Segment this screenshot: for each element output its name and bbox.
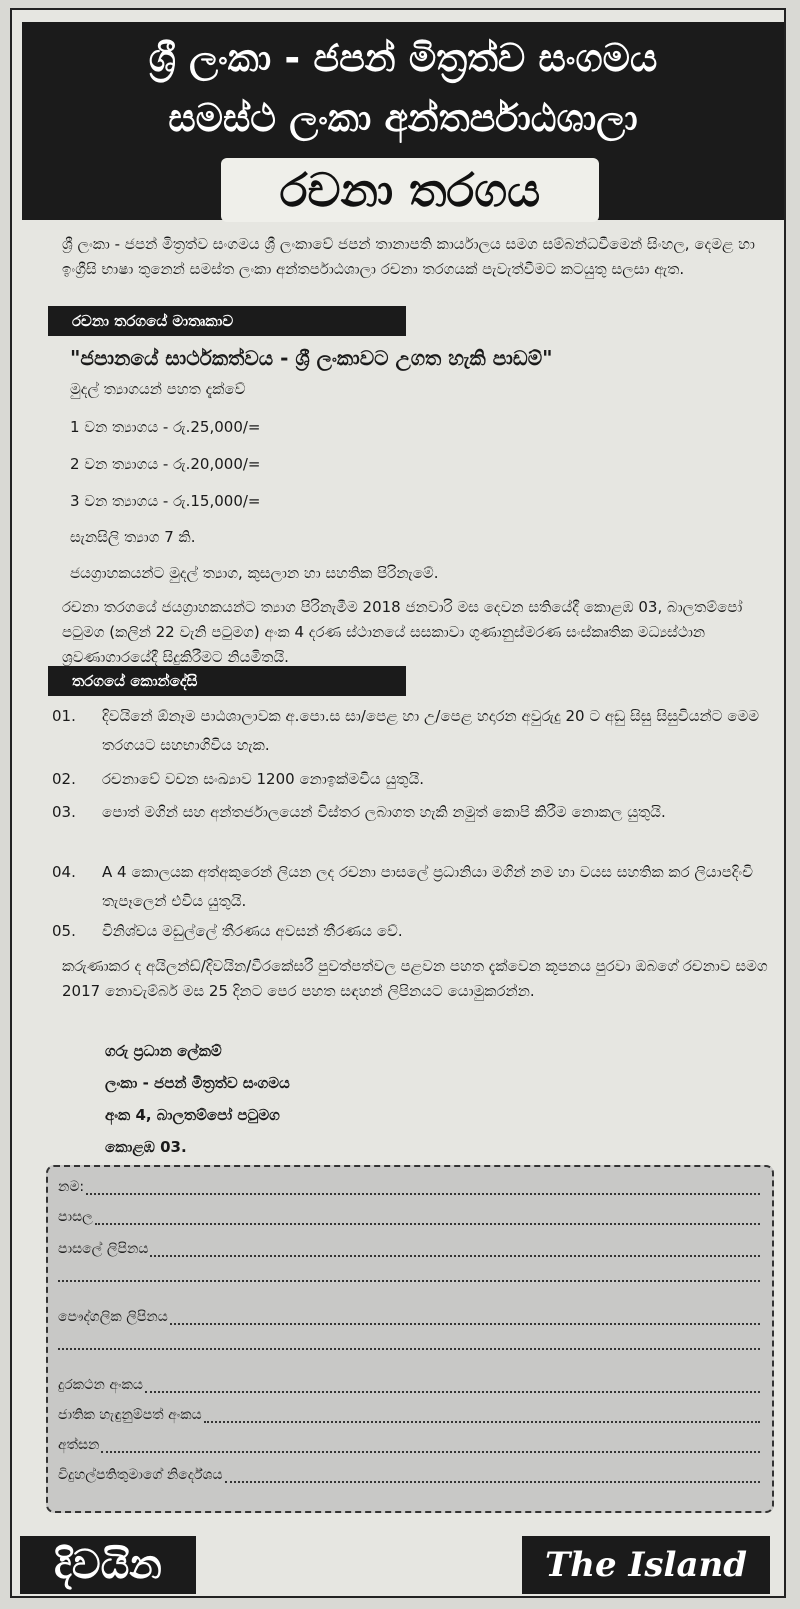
advertisement-frame xyxy=(10,8,786,1598)
condition-number: 05. xyxy=(52,922,76,940)
intro-paragraph: ශ්‍රී ලංකා - ජපන් මිත්‍රත්ව සංගමය ශ්‍රී ලංකාවේ ජපන් තානාපති කාර්යාලය සමග සම්බන්ධවීමෙන් සිංහල, දෙමළ හා ඉංග්‍රීසි භාෂා තුනෙන් සමස්ත ලංකා අන්තර්පාඨශාලා රචනා තරගයක් පැවැත්වීමට කටයුතු සලසා ඇත. xyxy=(62,235,755,278)
consolation-prizes: සැනසිලි ත්‍යාග 7 කි. xyxy=(70,528,196,546)
nic-label: ජාතික හැඳුනුම්පත් අංකය xyxy=(58,1407,202,1423)
theme-title: "ජපානයේ සාර්ථකත්වය - ශ්‍රී ලංකාවට උගත හැකි පාඩම්" xyxy=(70,346,553,370)
personal-address-field[interactable] xyxy=(58,1309,760,1325)
principal-recommendation-field[interactable] xyxy=(58,1467,760,1483)
nic-field[interactable] xyxy=(58,1407,760,1423)
phone-label: දුරකථන අංකය xyxy=(58,1377,143,1393)
condition-number: 04. xyxy=(52,863,76,881)
school-address-extra-line[interactable] xyxy=(58,1279,760,1282)
condition-number: 03. xyxy=(52,803,76,821)
header-line-1: ශ්‍රී ලංකා - ජපන් මිත්‍රත්ව සංගමය xyxy=(148,36,658,80)
divaina-logo: දිවයින xyxy=(20,1536,196,1594)
condition-text: දිවයිනේ ඕනෑම පාඨශාලාවක අ.පො.ස සා/පෙළ හා උ/පෙළ හදාරන අවුරුදු 20 ට අඩු සිසු සිසුවියන්ට මෙම තරගයට සහභාගිවිය හැක. xyxy=(102,707,760,754)
school-address-label: පාසලේ ලිපිනය xyxy=(58,1241,149,1257)
header-banner xyxy=(22,22,784,220)
header-line-2: සමස්ථ ලංකා අන්තර්පාඨශාලා xyxy=(168,96,638,140)
ceremony-paragraph: රචනා තරගයේ ජයග්‍රාහකයන්ට ත්‍යාග පිරිනැමීම 2018 ජනවාරි මස දෙවන සතියේදී කොළඹ 03, බාලතම්පෝ පටුමග (කලින් 22 වැනි පටුමග) අංක 4 දරණ ස්ථානයේ සසකාවා ගුණානුස්මරණ සංස්කෘතික මධ්‍යස්ථාන ශ්‍රවණාගාරයේදී සිදුකිරීමට නියමිතයි. xyxy=(62,598,743,666)
condition-item xyxy=(52,765,782,794)
school-field[interactable] xyxy=(58,1209,760,1225)
condition-item xyxy=(52,798,782,827)
prize-third: 3 වන ත්‍යාගය - රු.15,000/= xyxy=(70,492,261,510)
winners-note: ජයග්‍රාහකයන්ට මුදල් ත්‍යාග, කුසලාන හා සහතික පිරිනැමේ. xyxy=(70,564,439,582)
name-field[interactable] xyxy=(58,1179,760,1195)
signature-label: අත්සන xyxy=(58,1437,100,1453)
personal-address-extra-line[interactable] xyxy=(58,1347,760,1350)
condition-text: A 4 කොලයක අත්අකුරෙන් ලියන ලද රචනා පාසලේ ප්‍රධානියා මගින් නම හා වයස සහතික කර ලියාපදිංචි තැපෑලෙන් එවිය යුතුයි. xyxy=(102,863,753,910)
school-address-field[interactable] xyxy=(58,1241,760,1257)
prize-first: 1 වන ත්‍යාගය - රු.25,000/= xyxy=(70,418,261,436)
theme-heading: රචනා තරගයේ මාතෘකාව xyxy=(48,306,406,336)
address-line: ලංකා - ජපන් මිත්‍රත්ව සංගමය xyxy=(105,1074,290,1092)
address-line: අංක 4, බාලතම්පෝ පටුමග xyxy=(105,1106,280,1124)
personal-address-label: පෞද්ගලික ලිපිනය xyxy=(58,1309,168,1325)
condition-text: රචනාවේ වචන සංඛ්‍යාව 1200 නොඉක්මවිය යුතුයි. xyxy=(102,770,424,788)
condition-item xyxy=(52,702,782,760)
the-island-logo: The Island xyxy=(522,1536,770,1594)
condition-number: 01. xyxy=(52,707,76,725)
name-label: නම: xyxy=(58,1179,85,1195)
submission-paragraph: කරුණාකර ද අයිලන්ඩ්/දිවයින/වීරකේසරී පුවත්පත්වල පළවන පහත දැක්වෙන කූපනය පුරවා ඔබගේ රචනාව සමග 2017 නොවැම්බර් මස 25 දිනට පෙර පහත සඳහන් ලිපිනයට යොමුකරන්න. xyxy=(62,957,768,1000)
address-line: කොළඹ 03. xyxy=(105,1138,187,1156)
condition-text: විනිශ්චය මඩුල්ලේ තීරණය අවසන් තීරණය වේ. xyxy=(102,922,403,940)
competition-title: රචනා තරගය xyxy=(221,158,599,222)
address-line: ගරු ප්‍රධාන ලේකම් xyxy=(105,1042,222,1060)
signature-field[interactable] xyxy=(58,1437,760,1453)
condition-item xyxy=(52,917,782,946)
conditions-heading: තරගයේ කොන්දේසි xyxy=(48,666,406,696)
condition-text: පොත් මගින් සහ අන්තර්ජාලයෙන් විස්තර ලබාගත හැකි නමුත් කොපි කිරීම නොකල යුතුයි. xyxy=(102,803,666,821)
condition-item xyxy=(52,858,782,916)
prize-intro: මුදල් ත්‍යාගයන් පහත දැක්වේ xyxy=(70,380,246,398)
prize-second: 2 වන ත්‍යාගය - රු.20,000/= xyxy=(70,455,261,473)
phone-field[interactable] xyxy=(58,1377,760,1393)
entry-coupon xyxy=(46,1165,774,1513)
condition-number: 02. xyxy=(52,770,76,788)
school-label: පාසල xyxy=(58,1209,93,1225)
principal-recommendation-label: විදුහල්පතිතුමාගේ නිර්දේශය xyxy=(58,1467,223,1483)
